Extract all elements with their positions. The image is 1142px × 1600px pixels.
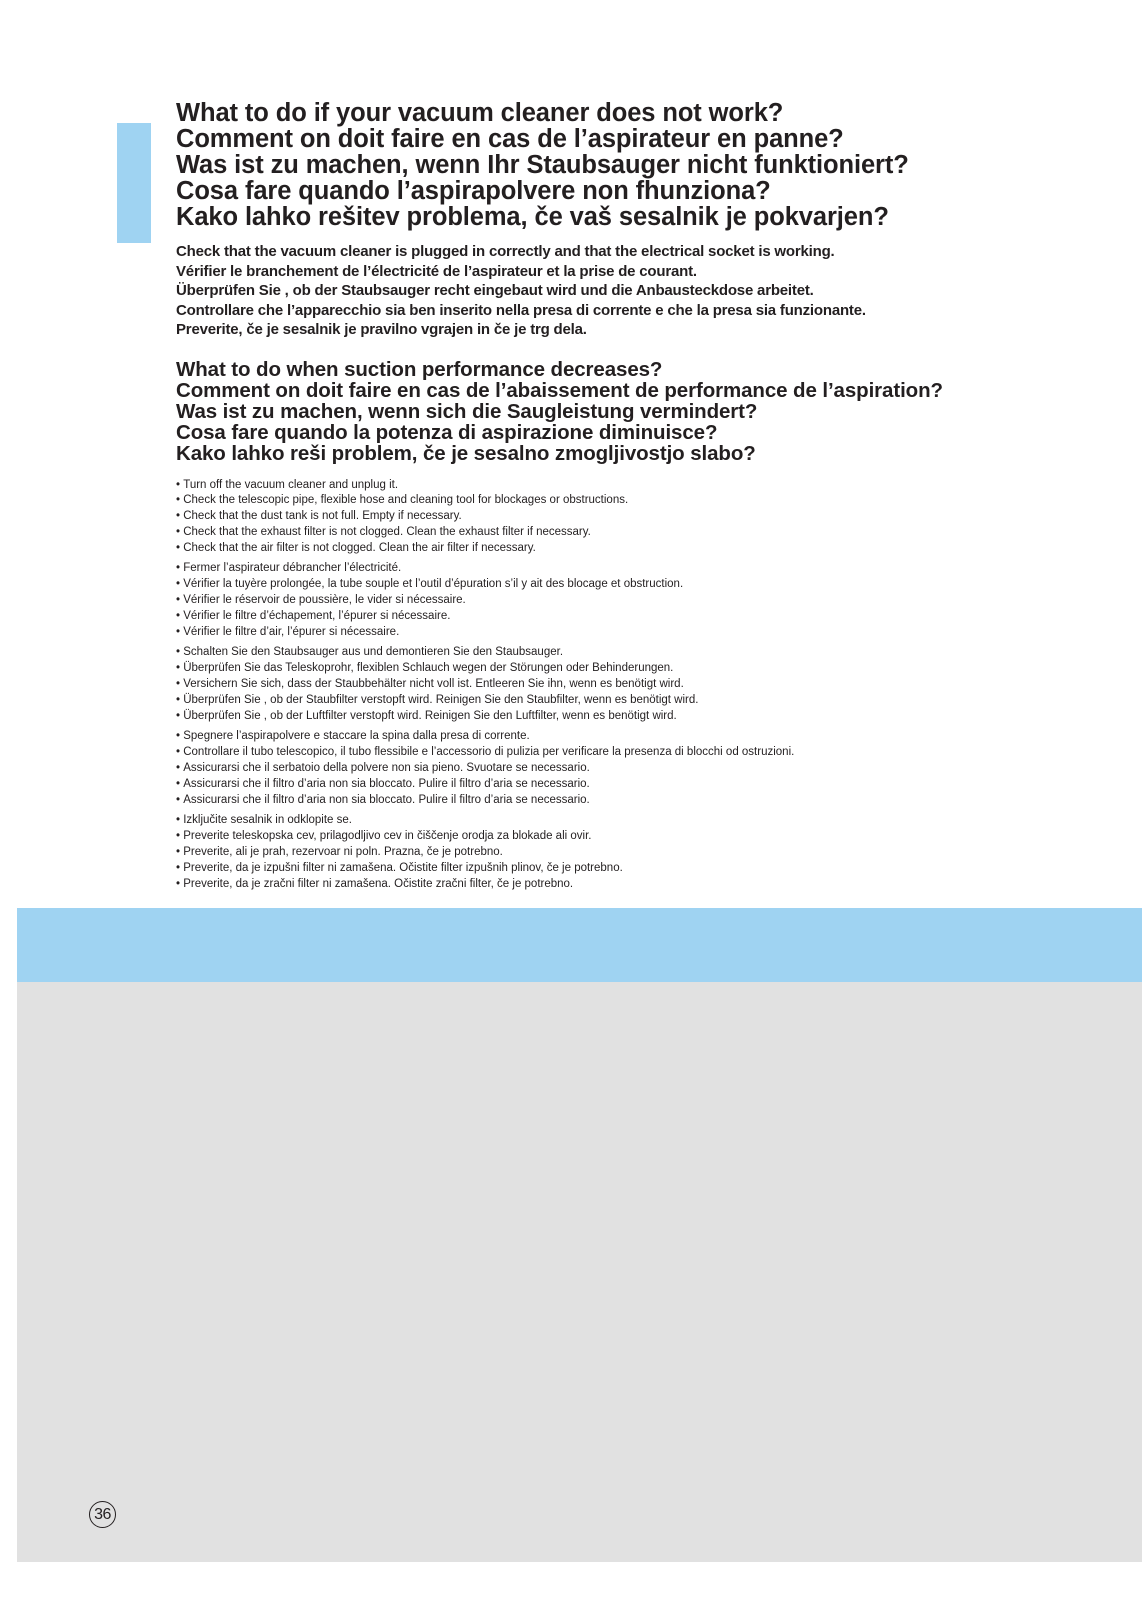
checklist-german xyxy=(176,645,1106,724)
section-tab-marker xyxy=(117,123,151,243)
gray-footer-area xyxy=(17,982,1142,1562)
heading-line: Comment on doit faire en cas de l’abaissement de performance de l’aspiration? xyxy=(176,378,943,402)
list-item: • Spegnere l’aspirapolvere e staccare la spina dalla presa di corrente. xyxy=(176,729,1106,745)
list-item: • Überprüfen Sie , ob der Staubfilter verstopft wird. Reinigen Sie den Staubfilter, wenn es benötigt wird. xyxy=(176,693,1106,709)
suction-checklists xyxy=(176,478,1106,893)
heading-line: Kako lahko reši problem, če je sesalno zmogljivostjo slabo? xyxy=(176,441,756,465)
not-working-heading xyxy=(176,100,1106,230)
list-item: • Turn off the vacuum cleaner and unplug it. xyxy=(176,478,1106,494)
instruction-line: Controllare che l’apparecchio sia ben inserito nella presa di corrente e che la presa sia funzionante. xyxy=(176,301,866,319)
checklist-italian xyxy=(176,729,1106,808)
list-item: • Fermer l’aspirateur débrancher l’électricité. xyxy=(176,561,1106,577)
list-item: • Check that the dust tank is not full. Empty if necessary. xyxy=(176,509,1106,525)
checklist-english xyxy=(176,478,1106,557)
list-item: • Controllare il tubo telescopico, il tubo flessibile e l’accessorio di pulizia per verificare la presenza di blocchi od ostruzioni. xyxy=(176,745,1106,761)
heading-line: Was ist zu machen, wenn Ihr Staubsauger nicht funktioniert? xyxy=(176,151,909,179)
heading-line: Cosa fare quando la potenza di aspirazione diminuisce? xyxy=(176,420,718,444)
checklist-french xyxy=(176,561,1106,640)
heading-line: Cosa fare quando l’aspirapolvere non fhunziona? xyxy=(176,177,771,205)
list-item: • Izključite sesalnik in odklopite se. xyxy=(176,813,1106,829)
instruction-line: Überprüfen Sie , ob der Staubsauger recht eingebaut wird und die Anbausteckdose arbeitet. xyxy=(176,282,814,299)
list-item: • Preverite teleskopska cev, prilagodljivo cev in čiščenje orodja za blokade ali ovir. xyxy=(176,829,1106,845)
instruction-line: Preverite, če je sesalnik je pravilno vgrajen in če je trg dela. xyxy=(176,321,587,338)
list-item: • Vérifier la tuyère prolongée, la tube souple et l’outil d’épuration s’il y ait des blocage et obstruction. xyxy=(176,577,1106,593)
suction-heading xyxy=(176,359,1106,464)
heading-line: Comment on doit faire en cas de l’aspirateur en panne? xyxy=(176,125,844,153)
list-item: • Überprüfen Sie das Teleskoprohr, flexiblen Schlauch wegen der Störungen oder Behinderungen. xyxy=(176,661,1106,677)
checklist-slovenian xyxy=(176,813,1106,892)
list-item: • Check that the air filter is not clogged. Clean the air filter if necessary. xyxy=(176,541,1106,557)
list-item: • Check that the exhaust filter is not clogged. Clean the exhaust filter if necessary. xyxy=(176,525,1106,541)
page-number: 36 xyxy=(89,1501,116,1528)
list-item: • Assicurarsi che il filtro d’aria non sia bloccato. Pulire il filtro d’aria se necessario. xyxy=(176,793,1106,809)
heading-line: Was ist zu machen, wenn sich die Saugleistung vermindert? xyxy=(176,399,758,423)
list-item: • Preverite, da je izpušni filter ni zamašena. Očistite filter izpušnih plinov, če je potrebno. xyxy=(176,861,1106,877)
heading-line: Kako lahko rešitev problema, če vaš sesalnik je pokvarjen? xyxy=(176,203,889,231)
list-item: • Assicurarsi che il serbatoio della polvere non sia pieno. Svuotare se necessario. xyxy=(176,761,1106,777)
list-item: • Vérifier le filtre d’air, l’épurer si nécessaire. xyxy=(176,625,1106,641)
heading-line: What to do if your vacuum cleaner does not work? xyxy=(176,99,784,127)
list-item: • Versichern Sie sich, dass der Staubbehälter nicht voll ist. Entleeren Sie ihn, wenn es benötigt wird. xyxy=(176,677,1106,693)
list-item: • Vérifier le réservoir de poussière, le vider si nécessaire. xyxy=(176,593,1106,609)
not-working-instructions xyxy=(176,242,1106,340)
list-item: • Preverite, ali je prah, rezervoar ni poln. Prazna, če je potrebno. xyxy=(176,845,1106,861)
list-item: • Vérifier le filtre d’échapement, l’épurer si nécessaire. xyxy=(176,609,1106,625)
list-item: • Check the telescopic pipe, flexible hose and cleaning tool for blockages or obstructions. xyxy=(176,493,1106,509)
blue-footer-band xyxy=(17,908,1142,982)
list-item: • Assicurarsi che il filtro d’aria non sia bloccato. Pulire il filtro d’aria se necessario. xyxy=(176,777,1106,793)
instruction-line: Check that the vacuum cleaner is plugged in correctly and that the electrical socket is working. xyxy=(176,243,835,260)
list-item: • Preverite, da je zračni filter ni zamašena. Očistite zračni filter, če je potrebno. xyxy=(176,877,1106,893)
heading-line: What to do when suction performance decreases? xyxy=(176,357,663,381)
page-content xyxy=(176,100,1106,897)
list-item: • Schalten Sie den Staubsauger aus und demontieren Sie den Staubsauger. xyxy=(176,645,1106,661)
list-item: • Überprüfen Sie , ob der Luftfilter verstopft wird. Reinigen Sie den Luftfilter, wenn es benötigt wird. xyxy=(176,709,1106,725)
instruction-line: Vérifier le branchement de l’électricité de l’aspirateur et la prise de courant. xyxy=(176,262,697,280)
